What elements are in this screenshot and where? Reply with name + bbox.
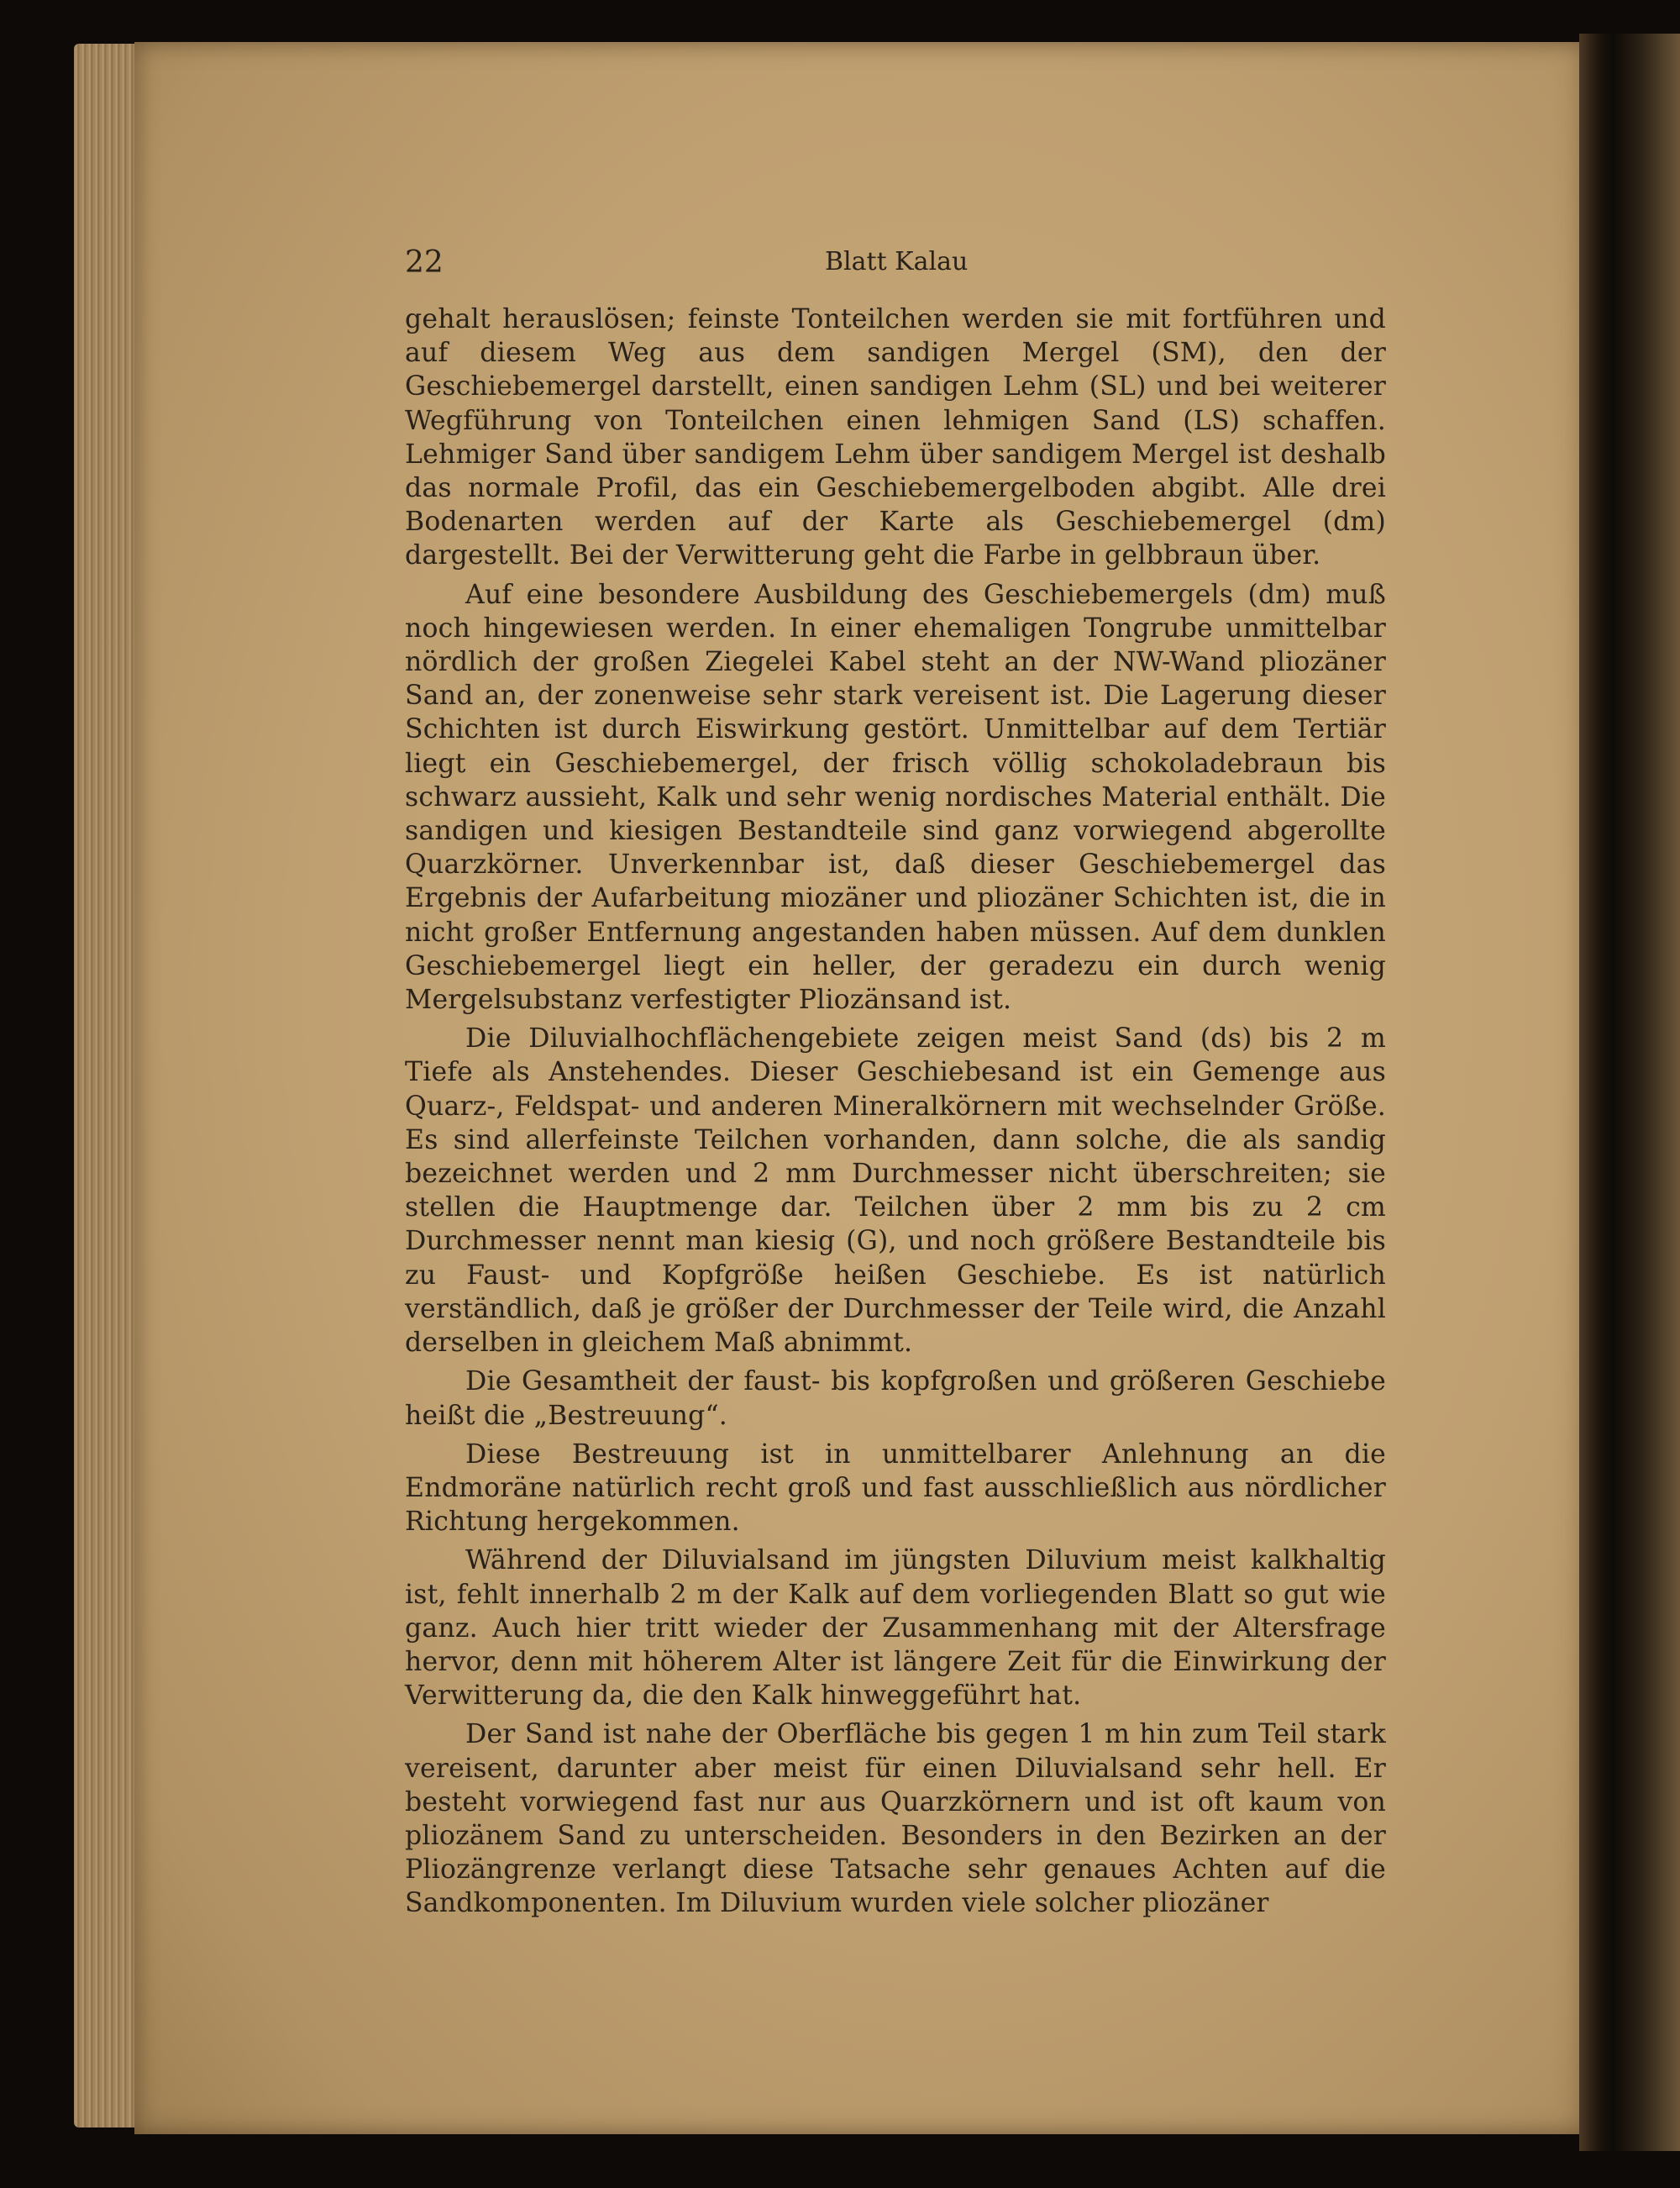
spine-shadow <box>1579 34 1613 2151</box>
paragraph-1: gehalt herauslösen; feinste Tonteilchen werden sie mit fortführen und auf diesem Weg aus dem sandigen Mergel (SM), den der Geschiebemergel darstellt, einen sandigen Lehm (SL) und bei weiterer Wegführung von Tonteilchen einen lehmigen Sand (LS) schaffen. Lehmiger Sand über sandigem Lehm über sandigem Mergel ist deshalb das normale Profil, das ein Geschiebemergelboden abgibt. Alle drei Bodenarten werden auf der Karte als Geschiebemergel (dm) dargestellt. Bei der Verwitterung geht die Farbe in gelbbraun über. <box>405 304 1386 571</box>
text-block <box>405 245 1386 1921</box>
running-title: Blatt Kalau <box>825 247 969 276</box>
page-number: 22 <box>405 245 444 280</box>
paragraph-6: Während der Diluvialsand im jüngsten Diluvium meist kalkhaltig ist, fehlt innerhalb 2 m der Kalk auf dem vorliegenden Blatt so gut wie ganz. Auch hier tritt wieder der Zusammenhang mit der Altersfrage hervor, denn mit höherem Alter ist längere Zeit für die Einwirkung der Verwitterung da, die den Kalk hinweggeführt hat. <box>405 1545 1386 1712</box>
paragraph-3: Die Diluvialhochflächengebiete zeigen meist Sand (ds) bis 2 m Tiefe als Anstehendes. Dieser Geschiebesand ist ein Gemenge aus Quarz-, Feldspat- und anderen Mineralkörnern mit wechselnder Größe. Es sind allerfeinste Teilchen vorhanden, dann solche, die als sandig bezeichnet werden und 2 mm Durchmesser nicht überschreiten; sie stellen die Hauptmenge dar. Teilchen über 2 mm bis zu 2 cm Durchmesser nennt man kiesig (G), und noch größere Bestandteile bis zu Faust- und Kopfgröße heißen Geschiebe. Es ist natürlich verständlich, daß je größer der Durchmesser der Teile wird, die Anzahl derselben in gleichem Maß abnimmt. <box>405 1023 1386 1359</box>
page-header <box>405 245 1386 282</box>
paragraph-4: Die Gesamtheit der faust- bis kopfgroßen und größeren Geschiebe heißt die „Bestreuung“. <box>405 1366 1386 1431</box>
paragraph-2: Auf eine besondere Ausbildung des Geschiebemergels (dm) muß noch hingewiesen werden. In einer ehemaligen Tongrube unmittelbar nördlich der großen Ziegelei Kabel steht an der NW-Wand pliozäner Sand an, der zonenweise sehr stark vereisent ist. Die Lagerung dieser Schichten ist durch Eiswirkung gestört. Unmittelbar auf dem Tertiär liegt ein Geschiebemergel, der frisch völlig schokoladebraun bis schwarz aussieht, Kalk und sehr wenig nordisches Material enthält. Die sandigen und kiesigen Bestandteile sind ganz vorwiegend abgerollte Quarzkörner. Unverkennbar ist, daß dieser Geschiebemergel das Ergebnis der Aufarbeitung miozäner und pliozäner Schichten ist, die in nicht großer Entfernung angestanden haben müssen. Auf dem dunklen Geschiebemergel liegt ein heller, der geradezu ein durch wenig Mergelsubstanz verfestigter Pliozänsand ist. <box>405 579 1386 1016</box>
next-page-edge <box>1613 34 1680 2151</box>
paragraph-5: Diese Bestreuung ist in unmittelbarer Anlehnung an die Endmoräne natürlich recht groß und fast ausschließlich aus nördlicher Richtung hergekommen. <box>405 1439 1386 1538</box>
paragraph-7: Der Sand ist nahe der Oberfläche bis gegen 1 m hin zum Teil stark vereisent, darunter aber meist für einen Diluvialsand sehr hell. Er besteht vorwiegend fast nur aus Quarzkörnern und ist oft kaum von pliozänem Sand zu unterscheiden. Besonders in den Bezirken an der Pliozängrenze verlangt diese Tatsache sehr genaues Achten auf die Sandkomponenten. Im Diluvium wurden viele solcher pliozäner <box>405 1719 1386 1919</box>
